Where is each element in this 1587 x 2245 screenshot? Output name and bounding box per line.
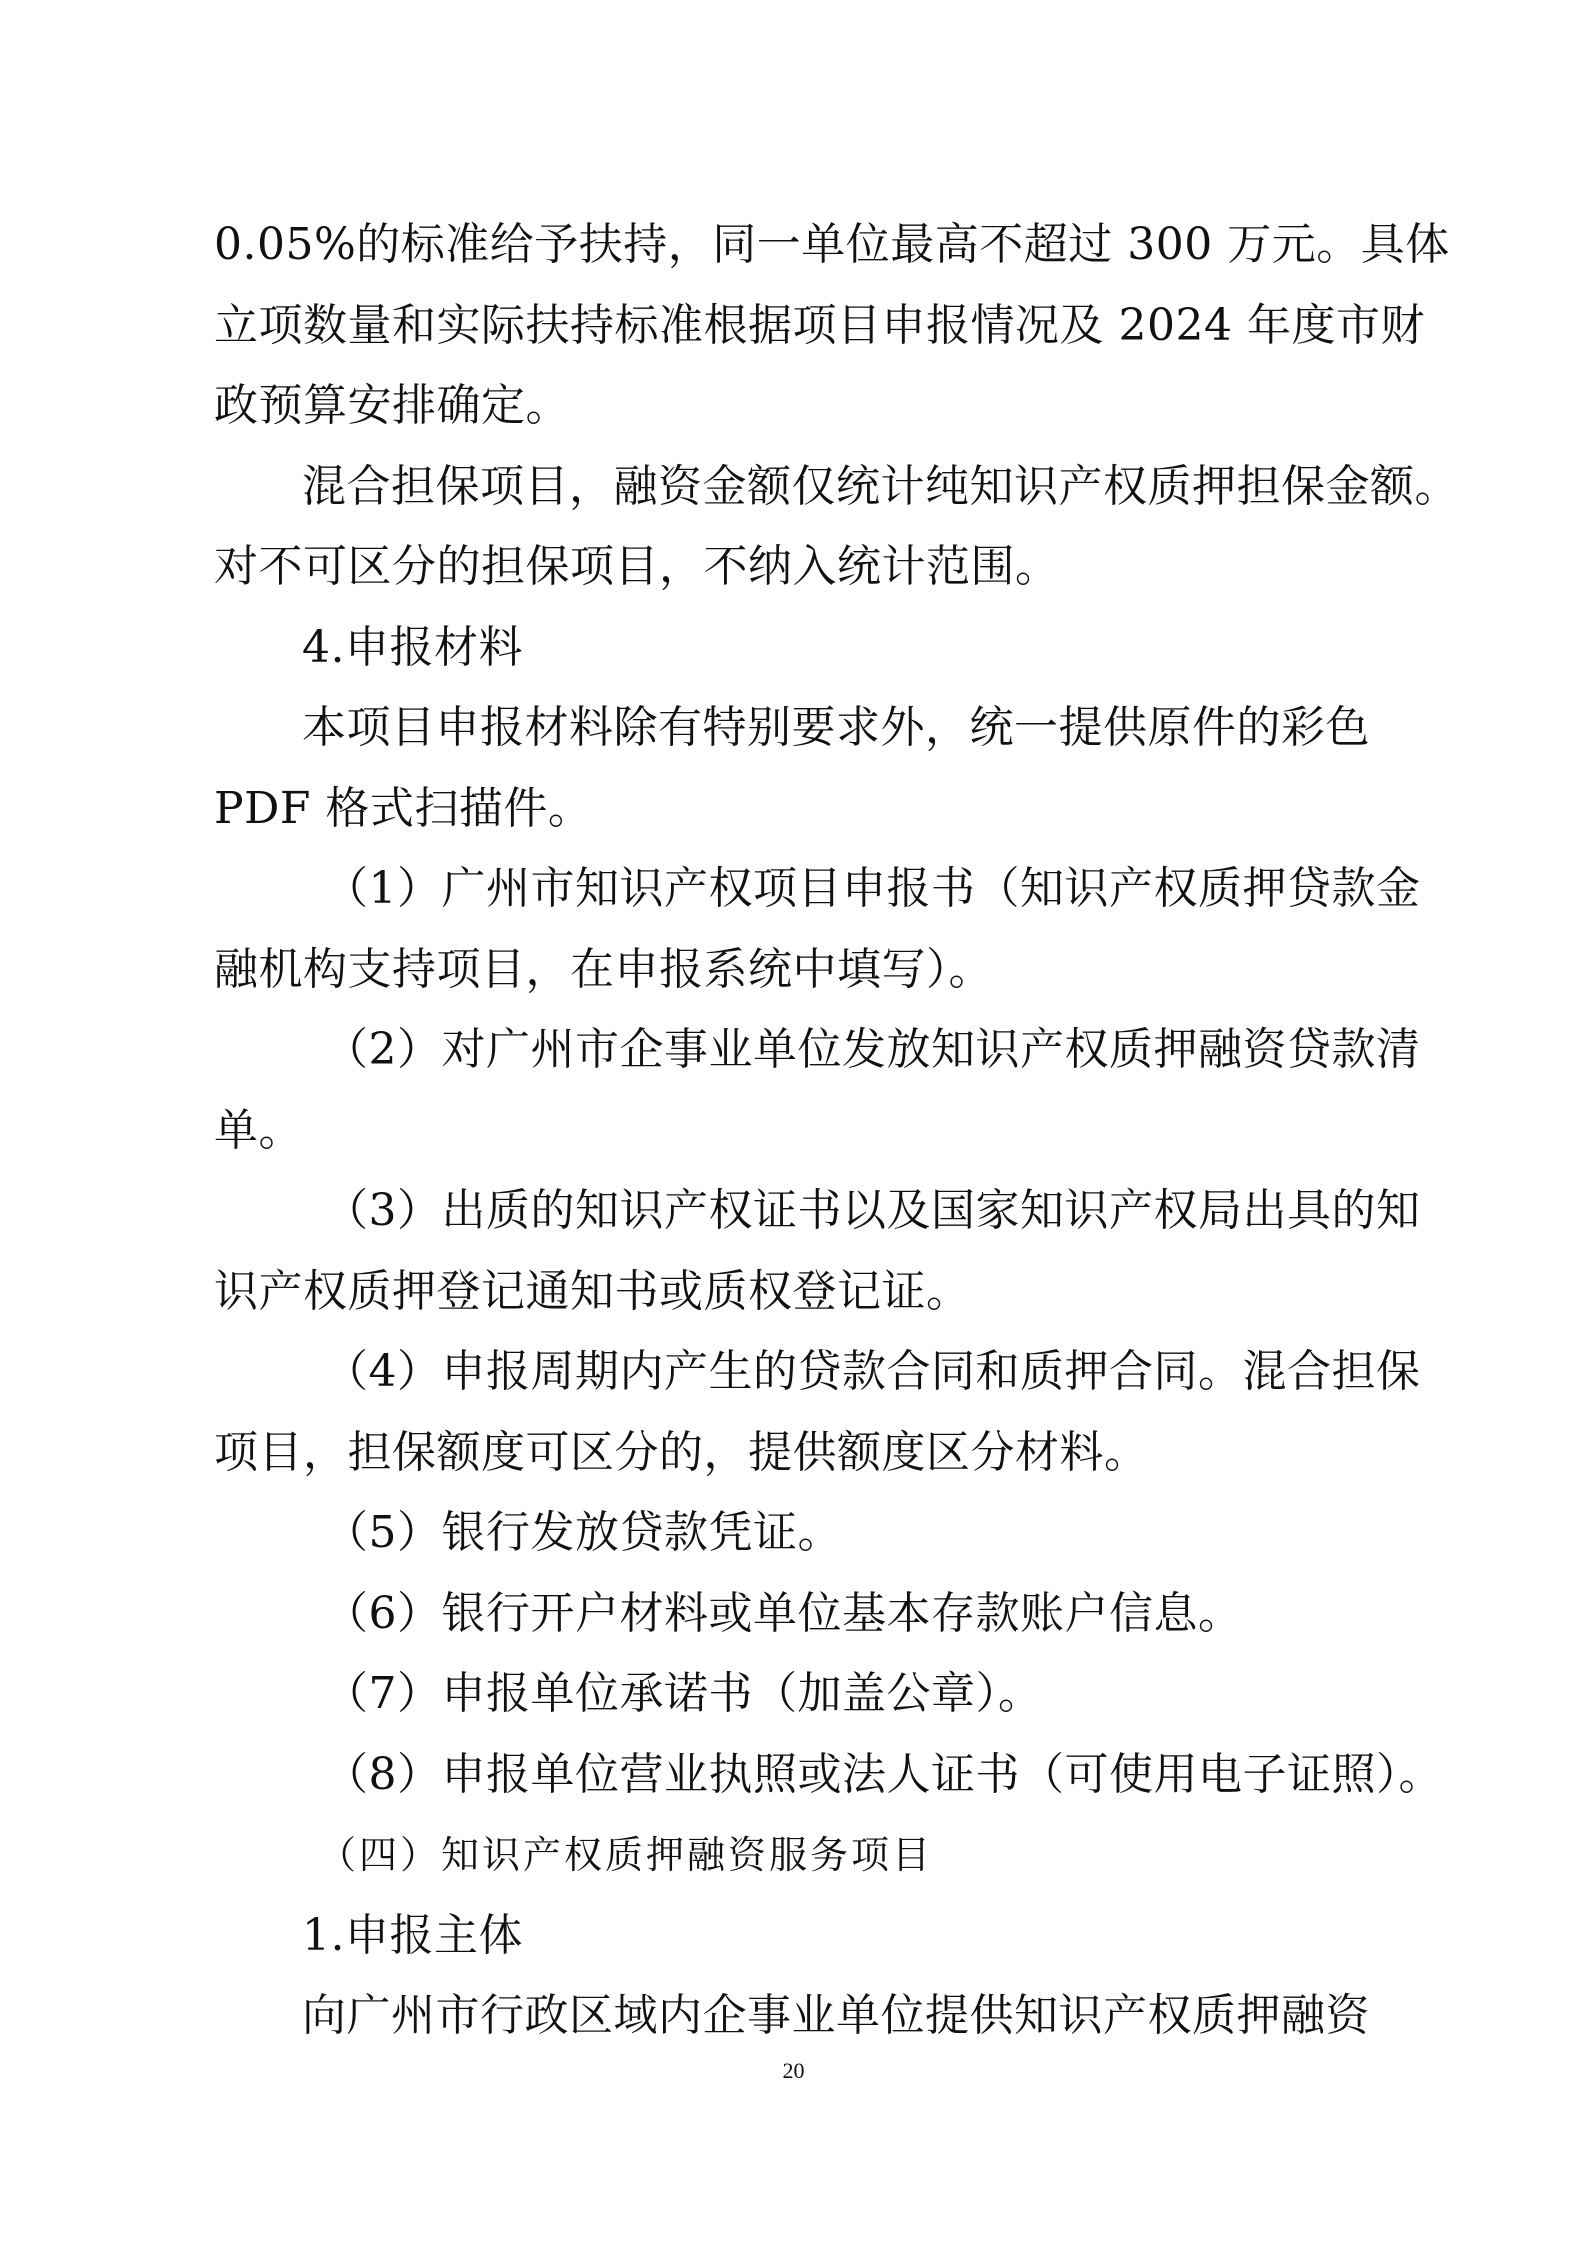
- list-item-continuation: 融机构支持项目，在申报系统中填写）。: [214, 943, 993, 995]
- list-item: （7）申报单位承诺书（加盖公章）。: [324, 1668, 1043, 1719]
- list-item: （5）银行发放贷款凭证。: [324, 1507, 842, 1558]
- page-number: 20: [782, 2058, 805, 2083]
- subsection-heading: （四）知识产权质押融资服务项目: [318, 1833, 934, 1877]
- paragraph-line: 立项数量和实际扶持标准根据项目申报情况及 2024 年度市财: [214, 299, 1425, 351]
- body-text: [214, 205, 1459, 2057]
- list-item: （4）申报周期内产生的贷款合同和质押合同。混合担保: [324, 1346, 1421, 1397]
- list-item-continuation: 单。: [214, 1104, 303, 1156]
- section-heading: 1.申报主体: [302, 1909, 523, 1961]
- list-item: （8）申报单位营业执照或法人证书（可使用电子证照）。: [324, 1748, 1443, 1800]
- list-item: （2）对广州市企事业单位发放知识产权质押融资贷款清: [324, 1024, 1421, 1075]
- list-item: （6）银行开户材料或单位基本存款账户信息。: [324, 1587, 1243, 1639]
- list-item: （1）广州市知识产权项目申报书（知识产权质押贷款金: [324, 863, 1421, 914]
- list-item-continuation: 项目，担保额度可区分的，提供额度区分材料。: [214, 1426, 1149, 1478]
- paragraph-line: 向广州市行政区域内企事业单位提供知识产权质押融资: [302, 1990, 1370, 2041]
- paragraph-line: 混合担保项目，融资金额仅统计纯知识产权质押担保金额。: [302, 460, 1459, 512]
- paragraph-line: PDF 格式扫描件。: [214, 782, 593, 834]
- paragraph-line: 0.05%的标准给予扶持，同一单位最高不超过 300 万元。具体: [214, 219, 1450, 270]
- section-heading: 4.申报材料: [302, 621, 523, 673]
- list-item: （3）出质的知识产权证书以及国家知识产权局出具的知: [324, 1185, 1421, 1236]
- list-item-continuation: 识产权质押登记通知书或质权登记证。: [214, 1265, 971, 1317]
- paragraph-line: 对不可区分的担保项目，不纳入统计范围。: [214, 541, 1060, 592]
- paragraph-line: 政预算安排确定。: [214, 380, 570, 431]
- paragraph-line: 本项目申报材料除有特别要求外，统一提供原件的彩色: [302, 702, 1370, 753]
